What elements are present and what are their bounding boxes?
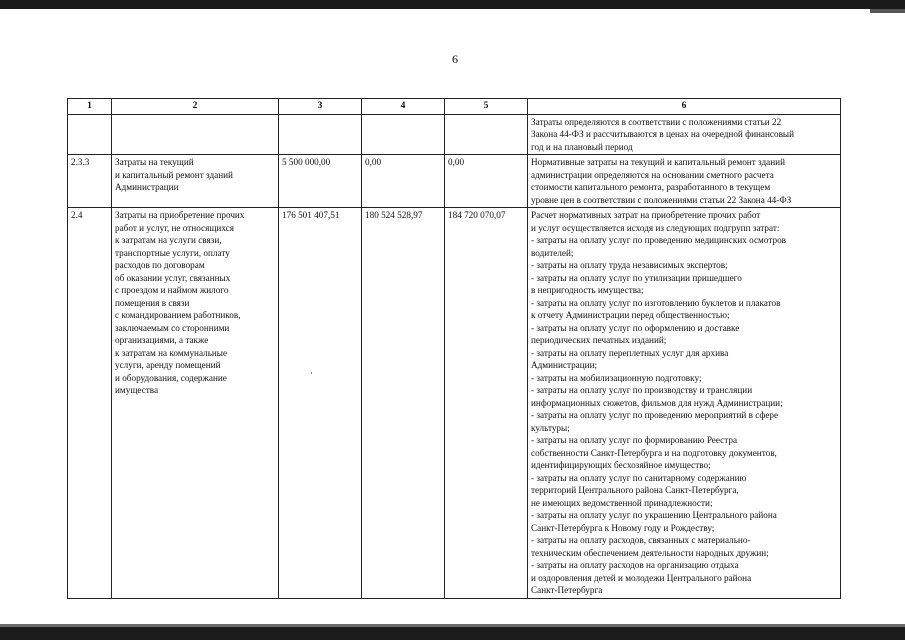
row-name-line: с командированием работников, <box>115 310 241 320</box>
row-description-line: Санкт-Петербурга к Новому году и Рождеству; <box>531 522 715 533</box>
row-description-line: - затраты на мобилизационную подготовку; <box>531 372 702 383</box>
row-description-line: администрации определяются на основании сметного расчета <box>531 169 774 180</box>
row-description-line: - затраты на оплату услуг по формированию Реестра <box>531 435 738 445</box>
row-description <box>528 114 841 155</box>
page-number: 6 <box>452 52 458 66</box>
row-name-line: к затратам на услуги связи, <box>115 235 222 245</box>
header-col-6: 6 <box>528 99 841 115</box>
row-description <box>528 208 841 599</box>
row-description-line: к отчету Администрации перед общественностью; <box>531 310 730 320</box>
row-name <box>112 155 279 208</box>
row-description-line: - затраты на оплату расходов на организацию отдыха <box>531 560 739 570</box>
row-description-line: Нормативные затраты на текущий и капитальный ремонт зданий <box>531 157 786 167</box>
value-col-3 <box>279 114 362 155</box>
value-col-5: 0,00 <box>445 155 528 208</box>
row-code: 2.3.3 <box>68 155 112 208</box>
row-description-line: Затраты определяются в соответствии с положениями статьи 22 <box>531 116 782 127</box>
row-description-line: не имеющих ведомственной принадлежности; <box>531 497 713 508</box>
value-col-4: 0,00 <box>362 155 445 208</box>
row-description-line: Расчет нормативных затрат на приобретение прочих работ <box>531 210 761 220</box>
row-description-line: идентифицирующих бесхозяйное имущество; <box>531 460 711 470</box>
value-col-3: 176 501 407,51 <box>279 208 362 599</box>
row-description-line: собственности Санкт-Петербурга и на подготовку документов, <box>531 447 777 458</box>
table-row <box>68 208 841 599</box>
row-name-line: транспортные услуги, оплату <box>115 247 230 258</box>
value-col-3: 5 500 000,00 <box>279 155 362 208</box>
row-name-line: помещения в связи <box>115 297 190 308</box>
row-code: 2.4 <box>68 208 112 599</box>
row-description-line: - затраты на оплату услуг по проведению мероприятий в сфере <box>531 410 779 420</box>
row-description-line: и оздоровления детей и молодежи Центрального района <box>531 572 752 583</box>
row-description-line: год и на плановый период <box>531 141 633 152</box>
row-name-line: и капитальный ремонт зданий <box>115 169 233 180</box>
row-description-line: - затраты на оплату услуг по украшению Центрального района <box>531 510 777 520</box>
row-description-line: - затраты на оплату услуг по проведению медицинских осмотров <box>531 235 786 245</box>
row-description-line: - затраты на оплату услуг по утилизации пришедшего <box>531 272 742 283</box>
row-description-line: - затраты на оплату услуг по санитарному содержанию <box>531 472 747 483</box>
header-col-4: 4 <box>362 99 445 115</box>
row-description-line: периодических печатных изданий; <box>531 335 667 345</box>
value-col-4 <box>362 114 445 155</box>
row-name <box>112 208 279 599</box>
row-name <box>112 114 279 155</box>
row-name-line: расходов по договорам <box>115 260 205 270</box>
row-description-line: - затраты на оплату расходов, связанных с материально- <box>531 535 751 545</box>
scan-top-border <box>0 0 905 9</box>
value-col-5: 184 720 070,07 <box>445 208 528 599</box>
row-code <box>68 114 112 155</box>
row-description-line: - затраты на оплату труда независимых экспертов; <box>531 260 728 270</box>
budget-table <box>67 98 841 599</box>
table-row <box>68 114 841 155</box>
scan-artifact <box>870 9 905 13</box>
row-name-line: Затраты на приобретение прочих <box>115 210 245 220</box>
row-description-line: культуры; <box>531 422 570 433</box>
row-description-line: - затраты на оплату переплетных услуг для архива <box>531 347 729 358</box>
row-description-line: Администрации; <box>531 360 598 370</box>
scan-artifact <box>311 372 312 374</box>
row-description-line: информационных сюжетов, фильмов для нужд Администрации; <box>531 397 783 408</box>
row-name-line: Администрации <box>115 182 179 192</box>
row-description-line: - затраты на оплату услуг по производству и трансляции <box>531 385 753 395</box>
row-description-line: стоимости капитального ремонта, разработанного в текущем <box>531 182 771 192</box>
row-name-line: и оборудования, содержание <box>115 372 227 383</box>
header-row <box>68 99 841 115</box>
row-name-line: заключаемым со сторонними <box>115 322 230 333</box>
scan-bottom-border <box>0 627 905 640</box>
value-col-5 <box>445 114 528 155</box>
header-col-1: 1 <box>68 99 112 115</box>
row-name-line: работ и услуг, не относящихся <box>115 222 234 233</box>
row-name-line: организациями, а также <box>115 335 209 345</box>
row-name-line: с проездом и наймом жилого <box>115 285 229 295</box>
row-description-line: - затраты на оплату услуг по изготовлению буклетов и плакатов <box>531 297 781 308</box>
row-description-line: Закона 44-ФЗ и рассчитываются в ценах на очередной финансовый <box>531 129 795 139</box>
row-name-line: к затратам на коммунальные <box>115 347 228 358</box>
header-col-3: 3 <box>279 99 362 115</box>
table-row <box>68 155 841 208</box>
row-description-line: уровне цен в соответствии с положениями статьи 22 Закона 44-ФЗ <box>531 194 792 205</box>
row-name-line: услуги, аренду помещений <box>115 360 221 370</box>
row-description <box>528 155 841 208</box>
row-description-line: в непригодность имущества; <box>531 285 644 295</box>
row-description-line: техническим обеспечением деятельности народных дружин; <box>531 547 769 558</box>
row-description-line: и услуг осуществляется исходя из следующих подгрупп затрат: <box>531 222 780 233</box>
row-description-line: территорий Центрального района Санкт-Петербурга, <box>531 485 739 495</box>
row-name-line: об оказании услуг, связанных <box>115 272 231 283</box>
row-description-line: - затраты на оплату услуг по оформлению и доставке <box>531 322 740 333</box>
row-name-line: имущества <box>115 385 159 395</box>
header-col-2: 2 <box>112 99 279 115</box>
value-col-4: 180 524 528,97 <box>362 208 445 599</box>
row-name-line: Затраты на текущий <box>115 157 194 167</box>
row-description-line: Санкт-Петербурга <box>531 585 603 595</box>
row-description-line: водителей; <box>531 247 574 258</box>
header-col-5: 5 <box>445 99 528 115</box>
